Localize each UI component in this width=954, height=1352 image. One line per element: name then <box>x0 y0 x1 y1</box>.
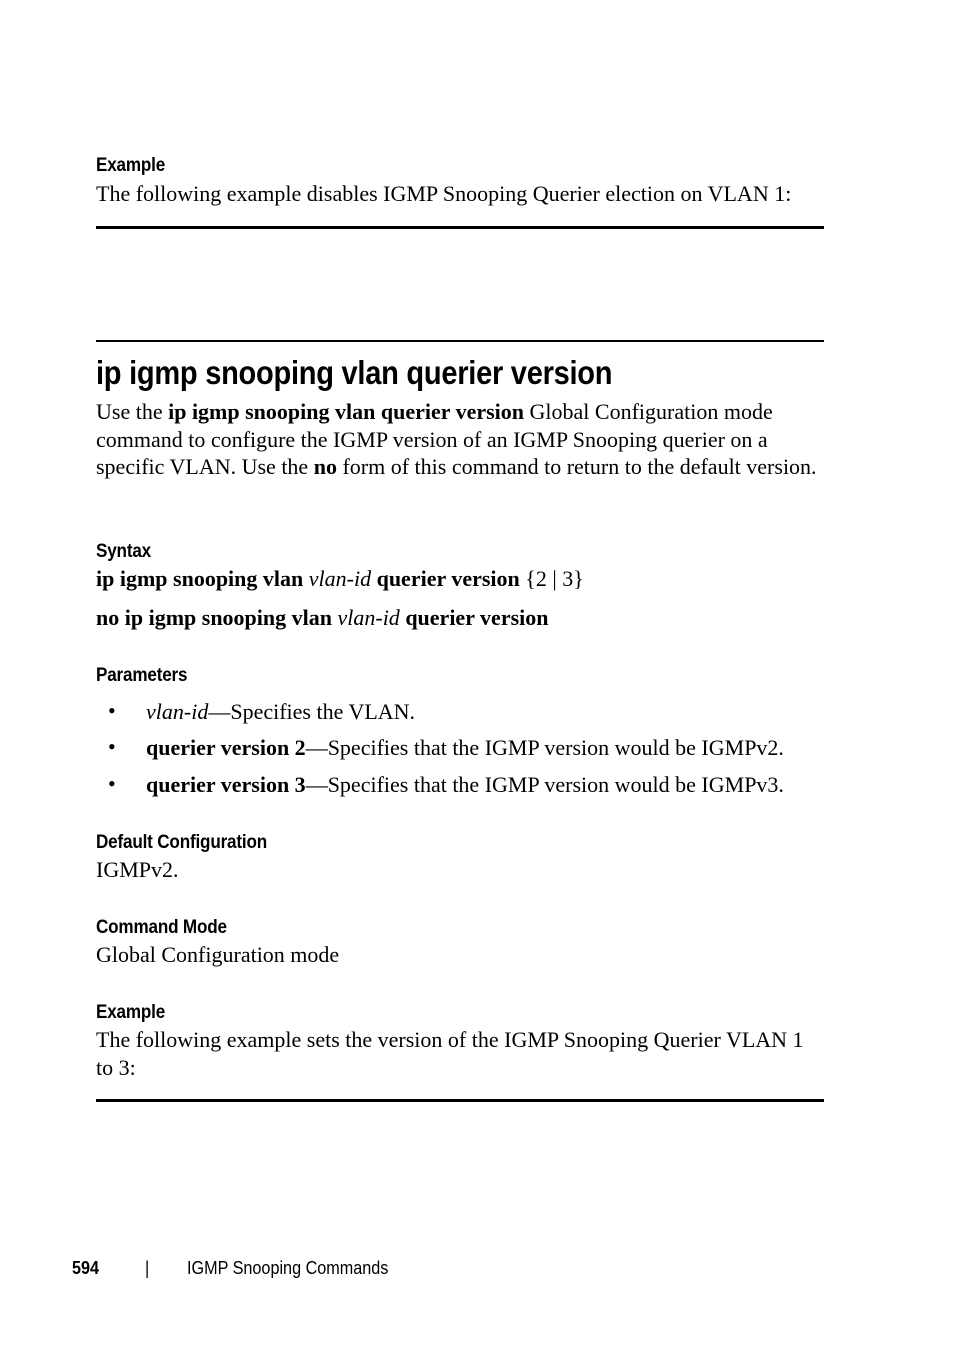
syntax-1-var: vlan-id <box>308 566 372 591</box>
syntax-2-var: vlan-id <box>337 605 400 630</box>
default-config-heading: Default Configuration <box>96 832 268 853</box>
command-mode-text: Global Configuration mode <box>96 942 340 967</box>
intro-text-1: Use the <box>96 399 169 424</box>
top-example-text: The following example disables IGMP Snooping Querier election on VLAN 1: <box>96 181 792 206</box>
section-top-rule <box>96 340 824 342</box>
command-mode-heading: Command Mode <box>96 917 227 938</box>
syntax-line-1 <box>96 565 584 593</box>
syntax-1-cmd: ip igmp snooping vlan <box>96 566 304 591</box>
syntax-2-cmd-2: querier version <box>405 605 549 630</box>
bullet-icon: • <box>108 734 116 759</box>
footer-chapter: IGMP Snooping Commands <box>187 1258 389 1278</box>
intro-command: ip igmp snooping vlan querier version <box>168 399 525 424</box>
intro-text-2: Global Configuration mode command to configure the IGMP version of an IGMP Snooping querier on a specific VLAN. Use the <box>96 399 773 479</box>
parameter-item <box>146 734 784 762</box>
syntax-1-cmd-2: querier version <box>376 566 520 591</box>
parameter-term: querier version 2 <box>146 735 306 760</box>
page-number: 594 <box>72 1258 100 1278</box>
top-example-heading: Example <box>96 155 166 176</box>
syntax-2-cmd: no ip igmp snooping vlan <box>96 605 332 630</box>
intro-paragraph <box>96 398 826 481</box>
syntax-line-2 <box>96 604 549 632</box>
parameter-desc: —Specifies that the IGMP version would be IGMPv3. <box>305 772 784 797</box>
syntax-heading: Syntax <box>96 541 151 562</box>
intro-text-3: form of this command to return to the default version. <box>336 454 817 479</box>
default-config-text: IGMPv2. <box>96 857 179 882</box>
bullet-icon: • <box>108 771 116 796</box>
parameter-term: vlan-id <box>146 699 209 724</box>
example-heading: Example <box>96 1002 166 1023</box>
intro-no-keyword: no <box>313 454 337 479</box>
parameter-item <box>146 698 415 726</box>
example-text: The following example sets the version of the IGMP Snooping Querier VLAN 1 to 3: <box>96 1027 804 1080</box>
parameter-desc: —Specifies that the IGMP version would be IGMPv2. <box>305 735 784 760</box>
parameters-heading: Parameters <box>96 665 188 686</box>
bullet-icon: • <box>108 698 116 723</box>
parameter-term: querier version 3 <box>146 772 306 797</box>
parameter-desc: —Specifies the VLAN. <box>208 699 416 724</box>
parameter-item <box>146 771 784 799</box>
example-code-rule <box>96 1099 824 1102</box>
section-title: ip igmp snooping vlan querier version <box>96 354 613 391</box>
footer-separator: | <box>145 1258 150 1278</box>
code-block-rule <box>96 226 824 229</box>
syntax-1-options: {2 | 3} <box>525 566 584 591</box>
